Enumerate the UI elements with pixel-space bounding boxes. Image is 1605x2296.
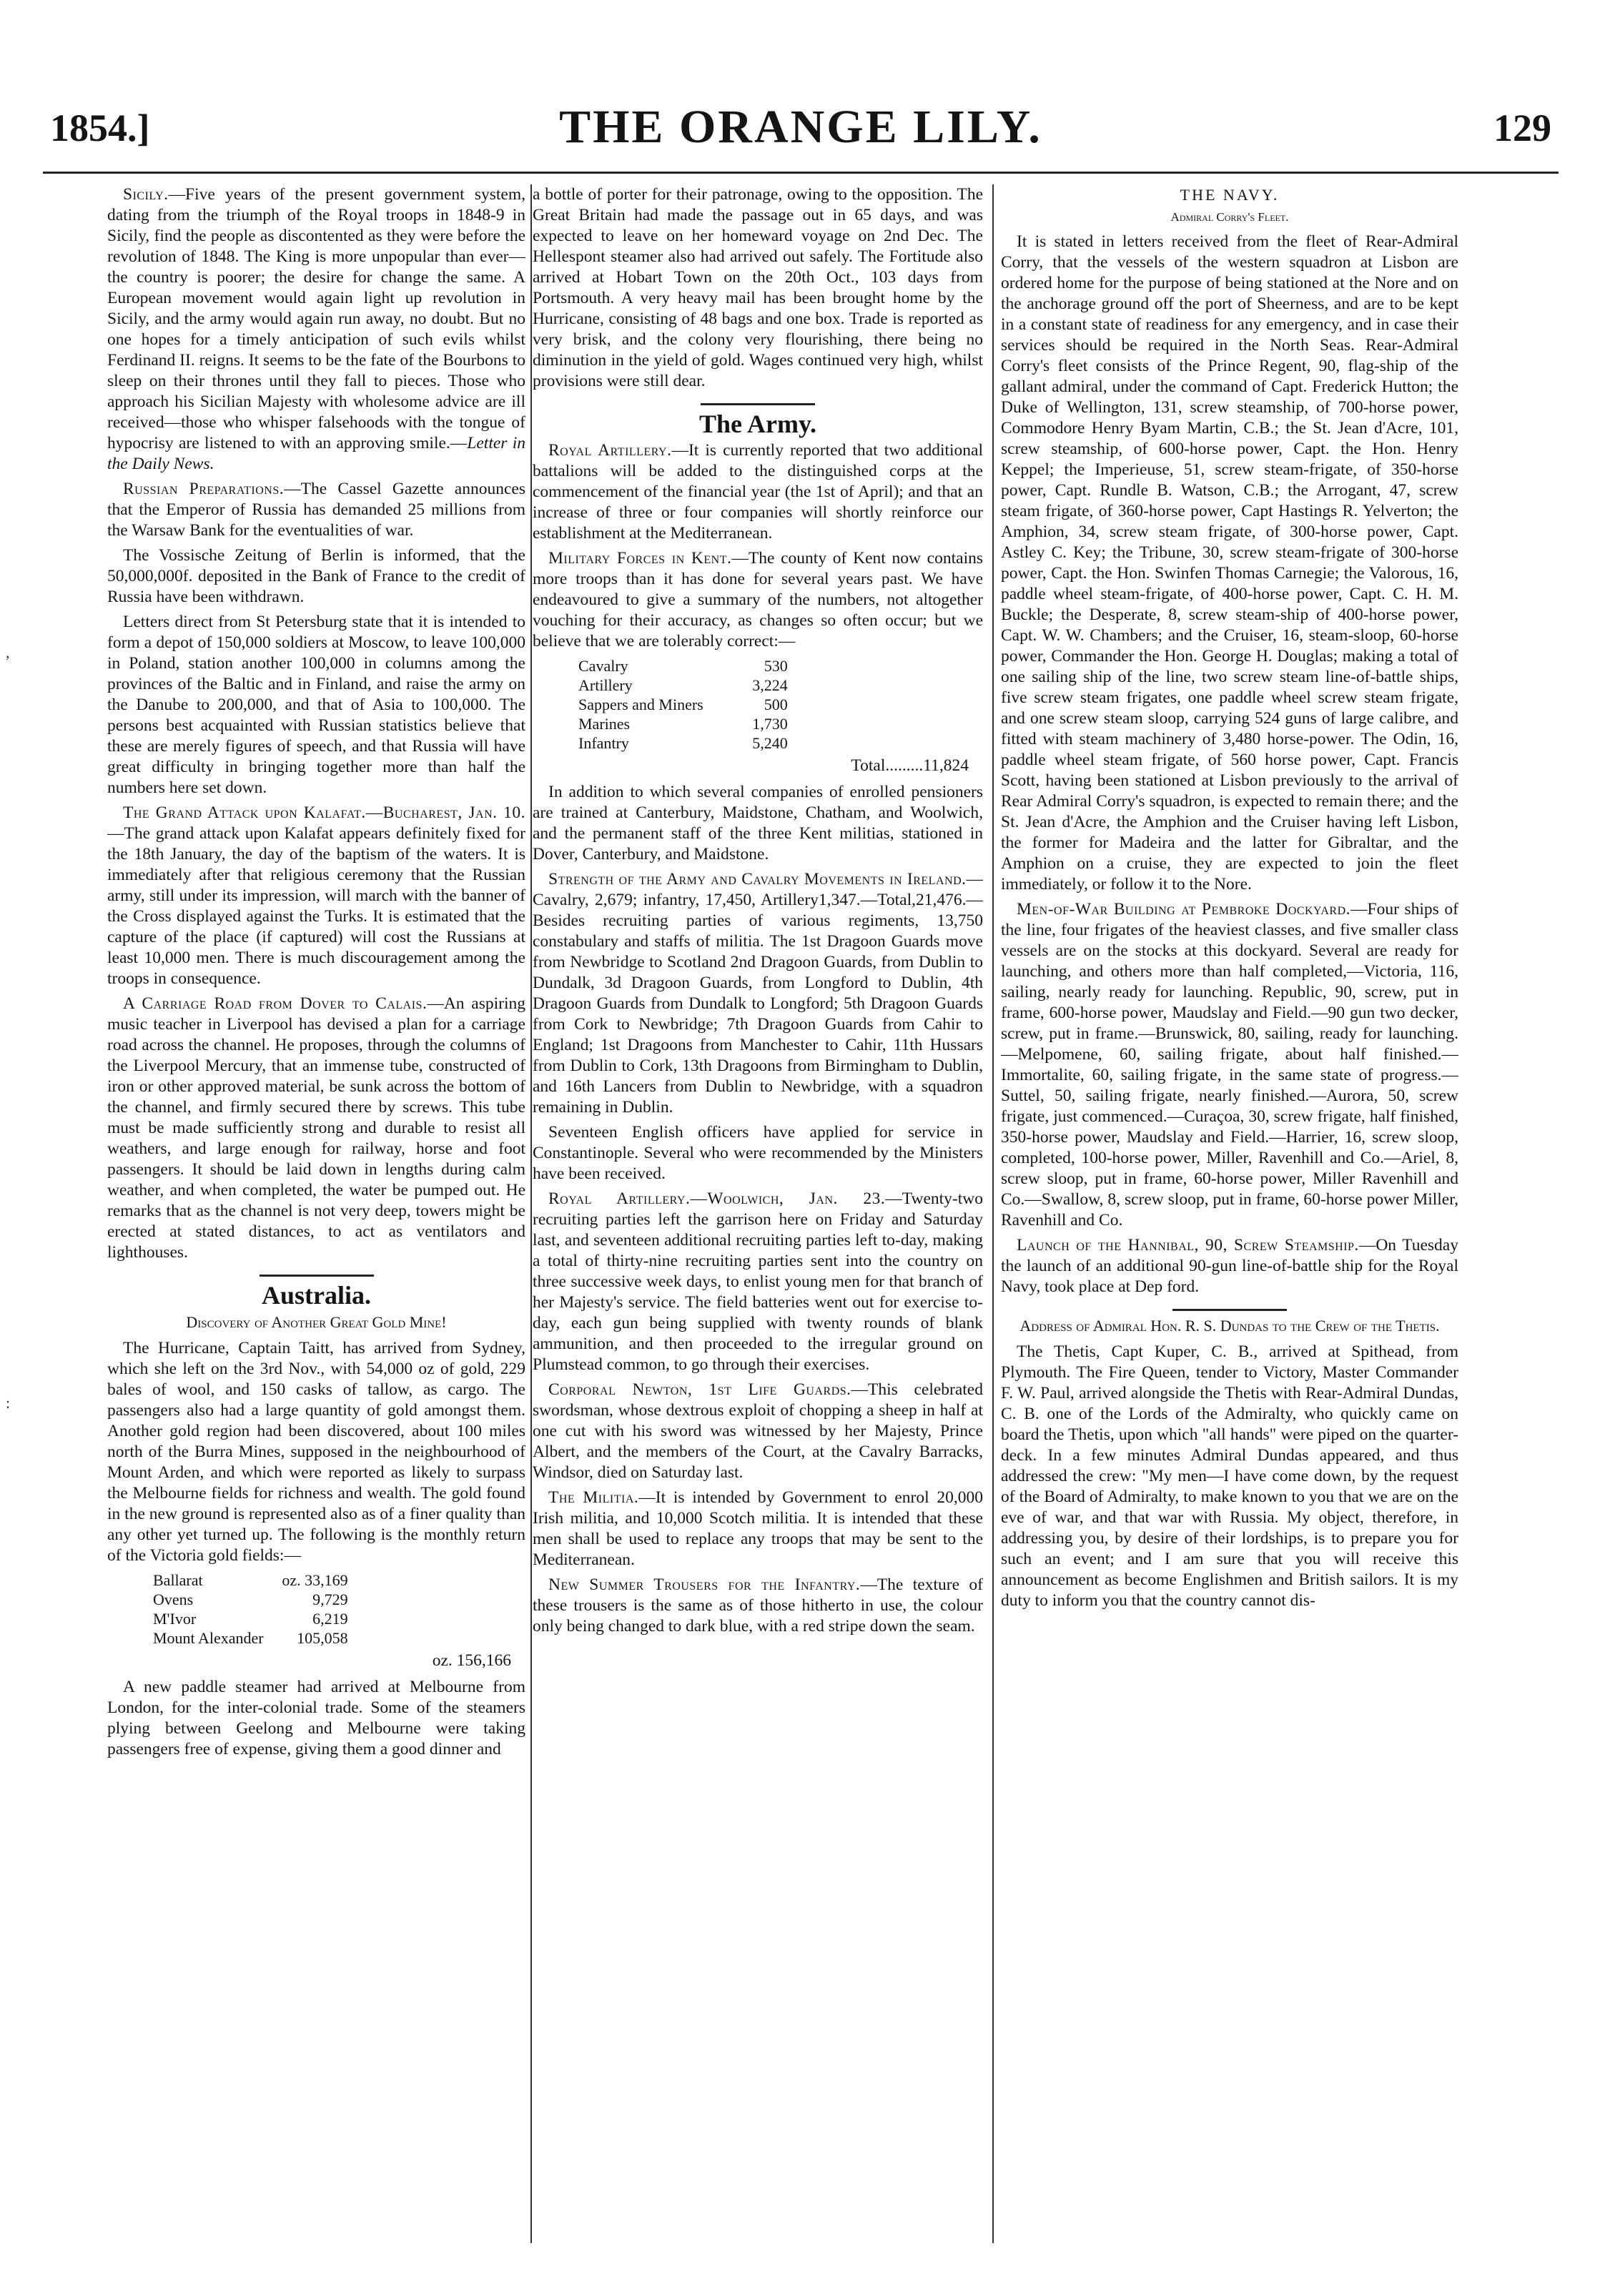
kent-forces-table xyxy=(576,656,791,753)
subtitle-corry-fleet: Admiral Corry's Fleet. xyxy=(1170,210,1289,224)
article-hannibal: Launch of the Hannibal, 90, Screw Steamship.—On Tuesday the launch of an additional 90-gun line-of-battle ship for the Royal Navy, took place at Dep ford. xyxy=(1001,1236,1458,1296)
gold-return-table xyxy=(150,1570,351,1648)
article-kalafat: The Grand Attack upon Kalafat.—Bucharest, Jan. 10.—The grand attack upon Kalafat appears definitely fixed for the 18th January, the day of the baptism of the waters. It is immediately after that religious ceremony that the Russian army, still under its impression, will march with the banner of the Cross displayed against the Turks. It is estimated that the capture of the place (if captured) will cost the Russians at least 10,000 men. There is much discouragement among the troops in consequence. xyxy=(107,803,525,988)
article-pembroke: Men-of-War Building at Pembroke Dockyard.—Four ships of the line, four frigates of the heaviest classes, and five smaller class vessels are on the stocks at this dockyard. Several are ready for launching, and others more than half completed,—Victoria, 116, sailing, nearly ready for launching. Republic, 90, screw, put in frame, 600-horse power, Maudslay and Field.—90 gun two decker, screw, put in frame.—Brunswick, 80, sailing, ready for launching.—Melpomene, 60, sailing frigate, about half finished.—Immortalite, 60, sailing frigate, in the same state of progress.—Suttel, 50, sailing frigate, nearly finished.—Aurora, 50, screw frigate, just commenced.—Curaçoa, 30, screw frigate, half finished, 350-horse power, Maudslay and Field.—Harrier, 16, screw sloop, completed, 100-horse power, Miller, Ravenhill and Co.—Ariel, 8, screw sloop, put in frame, 60-horse power, Miller Ravenhill and Co.—Swallow, 8, screw sloop, put in frame, 60-horse power Miller, Ravenhill and Co. xyxy=(1001,900,1458,1229)
row-value: oz. 33,169 xyxy=(282,1571,348,1589)
article-continued: a bottle of porter for their patronage, owing to the opposition. The Great Britain had made the passage out in 65 days, and was expected to leave on her homeward voyage on 2nd Dec. The Hellespont steamer also had arrived out safely. The Fortitude also arrived at Hobart Town on the 20th Oct., 103 days from Portsmouth. A very heavy mail has been brought home by the Hurricane, consisting of 48 bags and one box. Trade is reported as very brisk, and the colony very flourishing, there being no diminution in the yield of gold. Wages continued very high, whilst provisions were still dear. xyxy=(533,185,983,390)
header-year: 1854.] xyxy=(50,107,150,149)
subtitle-gold-mine: Discovery of Another Great Gold Mine! xyxy=(186,1313,447,1331)
column-1 xyxy=(107,184,525,2243)
table-row xyxy=(576,676,791,695)
row-value: 105,058 xyxy=(297,1629,348,1647)
row-value: 5,240 xyxy=(752,734,788,752)
header-rule xyxy=(43,172,1559,174)
section-title-navy: THE NAVY. xyxy=(1180,186,1280,204)
article-hurricane: The Hurricane, Captain Taitt, has arrived from Sydney, which she left on the 3rd Nov., with 54,000 oz of gold, 229 bales of wool, and 150 casks of tallow, as cargo. The passengers also had a large quantity of gold amongst them. Another gold region had been discovered, about 100 miles north of the Burra Mines, supposed in the neighbourhood of Mount Arden, and which were reported as likely to surpass the Melbourne fields for richness and wealth. The gold found in the new ground is represented also as of a finer quality than any other yet turned up. The following is the monthly return of the Victoria gold fields:— xyxy=(107,1339,525,1565)
row-value: 9,729 xyxy=(312,1590,348,1608)
table-row xyxy=(150,1609,351,1628)
column-divider xyxy=(992,184,994,2243)
article-petersburg-letters: Letters direct from St Petersburg state that it is intended to form a depot of 150,000 soldiers at Moscow, to leave 100,000 in Poland, station another 100,000 in columns among the provinces of the Baltic and in Finland, and raise the army on the Danube to 200,000, and that of Asia to 100,000. The persons best acquainted with Russian statistics believe that these are merely figures of speech, and that Russia will have great difficulty in bringing together more than half the numbers here set down. xyxy=(107,613,525,797)
column-3 xyxy=(1001,184,1458,2243)
row-value: 530 xyxy=(764,657,788,675)
row-label: M'Ivor xyxy=(153,1610,197,1628)
margin-mark: , xyxy=(6,643,10,661)
gold-total: oz. 156,166 xyxy=(432,1651,511,1670)
article-corry-fleet: It is stated in letters received from the fleet of Rear-Admiral Corry, that the vessels of the western squadron at Lisbon are ordered home for the purpose of being stationed at the Nore and on the anchorage ground off the port of Sheerness, and are to be kept in a constant state of readiness for any emergency, and in case their services should be required in the North Seas. Rear-Admiral Corry's fleet consists of the Prince Regent, 90, flag-ship of the gallant admiral, under the command of Capt. Frederick Hutton; the Duke of Wellington, 131, screw steamship, of 700-horse power, Commodore Henry Byam Martin, C.B.; the St. Jean d'Acre, 101, screw steamship, of 600-horse power, Capt. the Hon. Henry Keppel; the Imperieuse, 51, screw steam-frigate, of 350-horse power, Capt. Rundle B. Watson, C.B.; the Arrogant, 47, screw steam frigate, of 360-horse power, Capt Hastings R. Yelverton; the Amphion, 34, screw steam frigate, of 300-horse power, Capt. Astley C. Key; the Tribune, 30, screw steam-frigate of 300-horse power, Capt. the Hon. Swinfen Thomas Carnegie; the Valorous, 16, paddle wheel steam-frigate, of 400-horse power, Capt. C. H. M. Buckle; the Desperate, 8, screw steam-ship of 400-horse power, Capt. W. W. Chambers; and the Cruiser, 16, steam-sloop, 60-horse power, Commander the Hon. George H. Douglas; making a total of one sailing ship of the line, two screw steam line-of-battle ships, five screw steam frigates, one paddle wheel screw steam frigate, and one screw steam sloop, carrying 524 guns of large calibre, and fitted with steam machinery of 3,480 horse-power. The Odin, 16, paddle wheel steam frigate, of 560 horse power, Capt. Francis Scott, having been stationed at Lisbon previously to the arrival of Rear Admiral Corry's squadron, is expected to remain there; and the St. Jean d'Acre, the Amphion and the Cruiser having left Lisbon, the former for Madeira and the latter for Gibraltar, and the Amphion on a cruise, they are expected to join the fleet immediately, or follow it to the Nore. xyxy=(1001,232,1458,894)
article-sicily: Sicily.—Five years of the present government system, dating from the triumph of the Royal troops in 1848-9 in Sicily, find the people as discontented as they were before the revolution of 1848. The King is more unpopular than ever—the country is poorer; the desire for change the same. A European movement would again light up revolution in Sicily, and the army would again run away, no doubt. But no one hopes for a timely anticipation of such evils whilst Ferdinand II. reigns. It seems to be the fate of the Bourbons to sleep on their thrones until they fall to pieces. Those who approach his Sicilian Majesty with wholesome advice are ill received—those who whisper falsehoods with the tongue of hypocrisy are listened to with an approving smile.—Letter in the Daily News. xyxy=(107,185,525,473)
article-kent-forces: Military Forces in Kent.—The county of Kent now contains more troops than it has done for several years past. We have endeavoured to give a summary of the numbers, not altogether vouching for their accuracy, as changes so often occur; but we believe that we are tolerably correct:— xyxy=(533,549,983,650)
article-seventeen-officers: Seventeen English officers have applied for service in Constantinople. Several who were recommended by the Ministers have been received. xyxy=(533,1123,983,1183)
section-title-australia: Australia. xyxy=(262,1281,371,1310)
section-rule xyxy=(701,403,815,405)
column-divider xyxy=(530,184,532,2243)
row-value: 6,219 xyxy=(312,1610,348,1628)
article-woolwich: Royal Artillery.—Woolwich, Jan. 23.—Twenty-two recruiting parties left the garrison here on Friday and Saturday last, and seventeen additional recruiting parties left to-day, making a total of thirty-nine recruiting parties sent into the country on three successive week days, to enlist young men for that branch of her Majesty's service. The field batteries went out for exercise to-day, each gun being supplied with twenty rounds of blank ammunition, and then proceeded to the irregular ground on Plumstead common, to go through their exercises. xyxy=(533,1189,983,1374)
article-pensioners: In addition to which several companies of enrolled pensioners are trained at Canterbury, Maidstone, Chatham, and Woolwich, and the permanent staff of the three Kent militias, stationed in Dover, Canterbury, and Maidstone. xyxy=(533,783,983,864)
article-summer-trousers: New Summer Trousers for the Infantry.—The texture of these trousers is the same as of those hitherto in use, the colour only being changed to dark blue, with a red stripe down the seam. xyxy=(533,1575,983,1636)
column-2 xyxy=(533,184,983,2243)
row-label: Marines xyxy=(578,715,631,733)
row-label: Sappers and Miners xyxy=(578,696,703,713)
article-royal-artillery: Royal Artillery.—It is currently reported that two additional battalions will be added to the distinguished corps at the commencement of the financial year (the 1st of April); and that an increase of three or four companies will shortly reinforce our establishment at the Mediterranean. xyxy=(533,441,983,543)
row-value: 1,730 xyxy=(752,715,788,733)
article-thetis: The Thetis, Capt Kuper, C. B., arrived at Spithead, from Plymouth. The Fire Queen, tender to Victory, Master Commander F. W. Paul, arrived alongside the Thetis with Rear-Admiral Dundas, C. B. one of the Lords of the Admiralty, who quickly came on board the Thetis, upon which "all hands" were piped on the quarter-deck. In a few minutes Admiral Dundas appeared, and thus addressed the crew: "My men—I have come down, by the request of the Board of Admiralty, to make known to you that we are on the eve of war, and that war with Russia. My object, therefore, in addressing you, by desire of their lordships, is to prepare you for such an event; and I am sure that you will receive this announcement as become Englishmen and British sailors. It is my duty to inform you that the country cannot dis- xyxy=(1001,1342,1458,1610)
article-russian-preparations: Russian Preparations.—The Cassel Gazette announces that the Emperor of Russia has demanded 25 millions from the Warsaw Bank for the eventualities of war. xyxy=(107,480,525,540)
kent-total: Total.........11,824 xyxy=(851,756,969,775)
table-row xyxy=(576,733,791,753)
table-row xyxy=(576,695,791,714)
margin-mark: : xyxy=(6,1394,11,1412)
row-label: Cavalry xyxy=(578,657,628,675)
row-label: Ballarat xyxy=(153,1571,203,1589)
row-label: Artillery xyxy=(578,676,633,694)
table-row xyxy=(150,1628,351,1648)
masthead-title: THE ORANGE LILY. xyxy=(559,101,1042,153)
row-label: Ovens xyxy=(153,1590,194,1608)
article-militia: The Militia.—It is intended by Government to enrol 20,000 Irish militia, and 10,000 Scotch militia. It is intended that these men shall be used to replace any troops that may be sent to the Mediterranean. xyxy=(533,1488,983,1569)
row-value: 500 xyxy=(764,696,788,713)
article-carriage-road: A Carriage Road from Dover to Calais.—An aspiring music teacher in Liverpool has devised a plan for a carriage road across the channel. He proposes, through the columns of the Liverpool Mercury, that an immense tube, constructed of iron or other approved material, be sunk across the bottom of the channel, and firmly secured there by screws. This tube must be made sufficiently strong and durable to resist all weathers, and large enough for railway, horse and foot passengers. It should be laid down in lengths during calm weather, and when completed, the water be pumped out. He remarks that as the channel is not very deep, towers might be erected at stated distances, to act as ventilators and lighthouses. xyxy=(107,994,525,1262)
article-vossische: The Vossische Zeitung of Berlin is informed, that the 50,000,000f. deposited in the Bank of France to the credit of Russia have been withdrawn. xyxy=(107,546,525,606)
table-row xyxy=(150,1570,351,1590)
subtitle-dundas-address: Address of Admiral Hon. R. S. Dundas to the Crew of the Thetis. xyxy=(1019,1317,1440,1335)
article-ireland-strength: Strength of the Army and Cavalry Movements in Ireland.—Cavalry, 2,679; infantry, 17,450, Artillery1,347.—Total,21,476.—Besides recruiting parties of various regiments, 13,750 constabulary and staffs of militia. The 1st Dragoon Guards move from Newbridge to Scotland 2nd Dragoon Guards, from Dublin to Dundalk, 3d Dragoon Guards, from Longford to Dublin, 4th Dragoon Guards from Dundalk to Longford; 5th Dragoon Guards from Cork to Newbridge; 7th Dragoon Guards from Cahir to England; 1st Dragoons from Manchester to Cahir, 11th Hussars from Dublin to Cork, 13th Dragoons from Birmingham to Dublin, and 16th Lancers from Dublin to Newbridge, with a squadron remaining in Dublin. xyxy=(533,870,983,1117)
table-row xyxy=(150,1590,351,1609)
row-value: 3,224 xyxy=(752,676,788,694)
page-header xyxy=(43,100,1559,164)
table-row xyxy=(576,656,791,676)
table-row xyxy=(576,714,791,733)
section-title-army: The Army. xyxy=(698,410,816,438)
row-label: Infantry xyxy=(578,734,629,752)
page-number: 129 xyxy=(1493,107,1551,149)
section-rule xyxy=(1172,1309,1287,1311)
article-paddle-steamer: A new paddle steamer had arrived at Melbourne from London, for the inter-colonial trade. Some of the steamers plying between Geelong and Melbourne were taking passengers free of expense, giving them a good dinner and xyxy=(107,1678,525,1758)
article-corporal-newton: Corporal Newton, 1st Life Guards.—This celebrated swordsman, whose dextrous exploit of chopping a sheep in half at one cut with his sword was witnessed by her Majesty, Prince Albert, and the members of the Court, at the Cavalry Barracks, Windsor, died on Saturday last. xyxy=(533,1380,983,1482)
row-label: Mount Alexander xyxy=(153,1629,264,1647)
section-rule xyxy=(260,1275,374,1277)
